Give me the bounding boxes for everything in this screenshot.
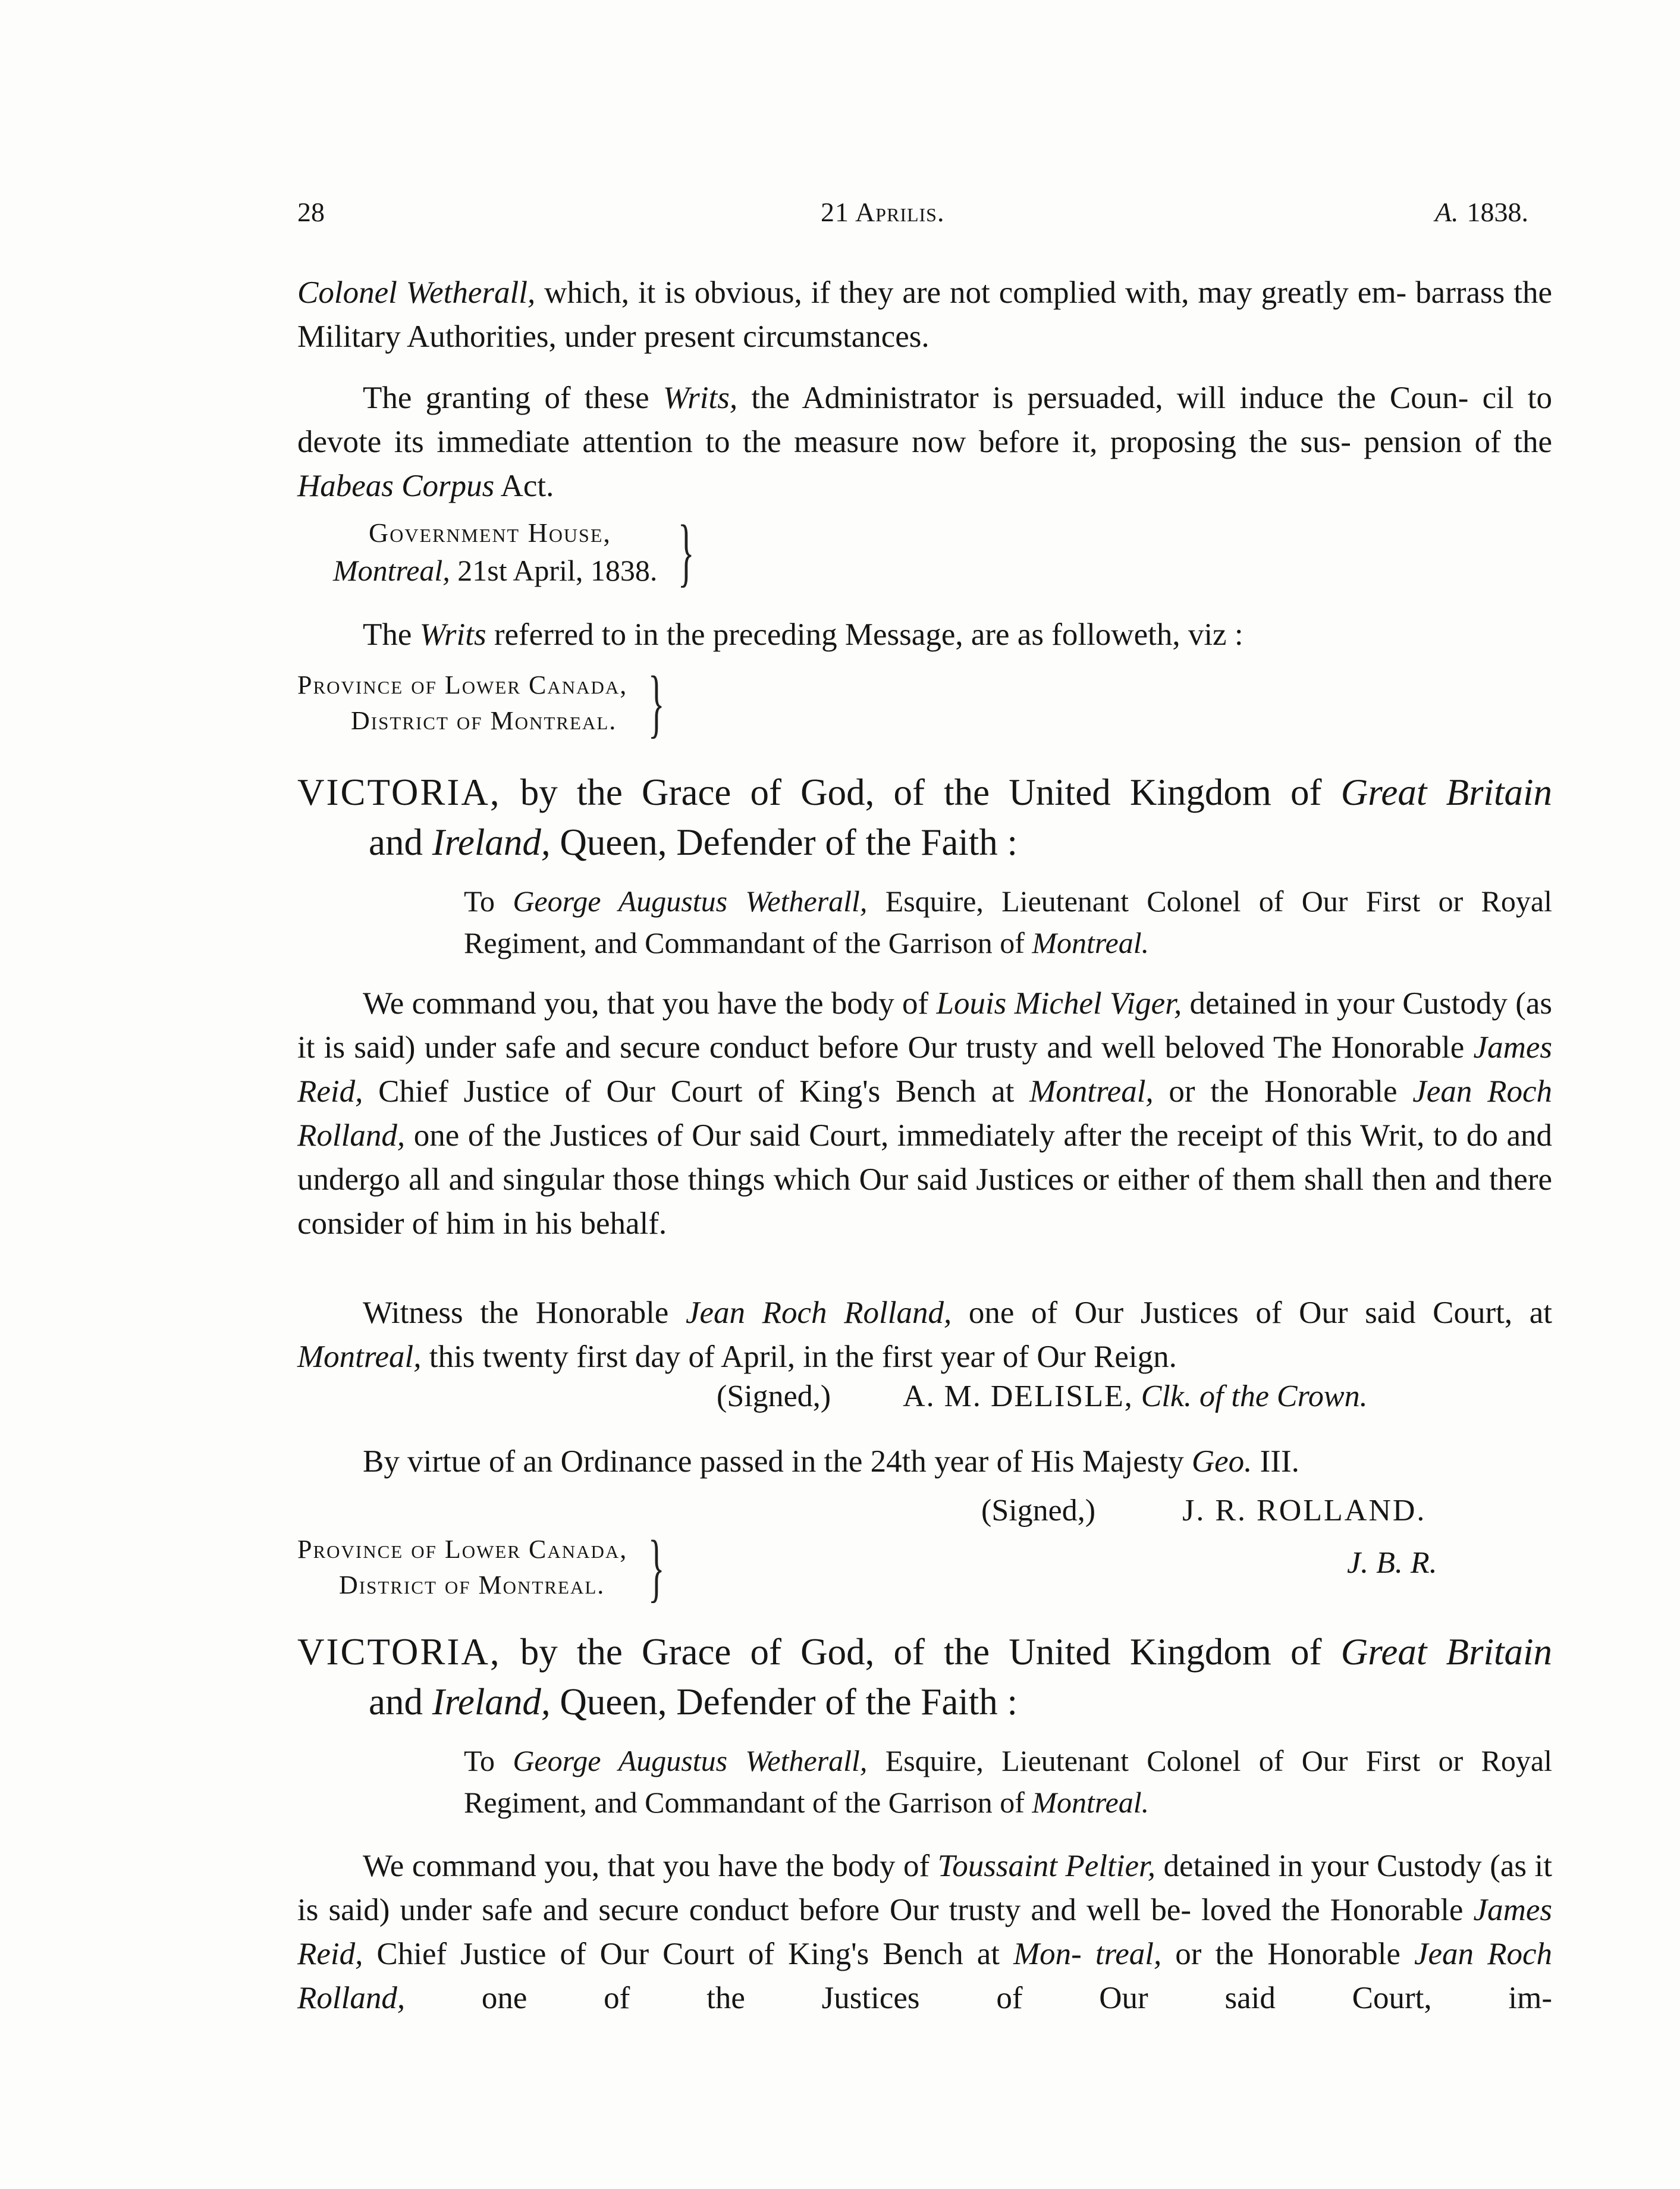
italic-place: Mon- treal,: [1013, 1937, 1162, 1971]
writ2-victoria: [297, 1627, 1552, 1727]
italic-name: James Reid,: [297, 1030, 1552, 1109]
paragraph-text: one of the Justices of Our said Court, im-: [405, 1981, 1552, 2015]
page-number: 28: [297, 197, 325, 227]
signatory-name: J. R. ROLLAND.: [1182, 1494, 1427, 1528]
italic-term: Habeas Corpus: [297, 469, 495, 503]
paragraph-text: Queen, Defender of the Faith :: [550, 821, 1018, 863]
italic-place: Great Britain: [1340, 1631, 1553, 1673]
initials-text: J. B. R.: [1347, 1546, 1437, 1580]
brace-glyph: }: [678, 510, 695, 594]
signoff-date: 21st April, 1838.: [450, 554, 658, 587]
paragraph-text: Chief Justice of Our Court of King's Bench at: [363, 1937, 1014, 1971]
paragraph-text: Witness the Honorable: [363, 1296, 686, 1330]
paragraph-text: To: [464, 885, 513, 918]
paragraph-text: detained in your Custody (as it is said) under safe and secure conduct before Our trusty and well beloved The Honorable: [297, 986, 1552, 1065]
paragraph-text: by the Grace of God, of the United Kingdom of: [501, 772, 1341, 813]
italic-name: George Augustus Wetherall,: [513, 1744, 868, 1777]
brace-glyph: }: [648, 1525, 665, 1610]
paragraph-text: by the Grace of God, of the United Kingdom of: [501, 1631, 1341, 1673]
italic-name: Colonel Wetherall,: [297, 275, 536, 310]
writ1-addressee: [464, 880, 1552, 964]
year-prefix: A.: [1434, 197, 1459, 227]
italic-place: Montreal,: [1029, 1074, 1154, 1109]
italic-name: James Reid,: [297, 1893, 1552, 1971]
writ2-command: [297, 1844, 1552, 2020]
italic-place: Montreal.: [1032, 1786, 1150, 1819]
writ1-command: [297, 981, 1552, 1246]
paragraph-text: the Administrator is persuaded, will induce the Coun- cil to devote its immediate attention to the measure now before it, proposing the sus- pension of the: [297, 381, 1552, 459]
sovereign-name: VICTORIA,: [297, 772, 501, 813]
paragraph-text: The: [363, 617, 420, 652]
signatory-name: A. M. DELISLE,: [903, 1379, 1133, 1413]
paragraph-text: Act.: [494, 469, 554, 503]
paragraph-text: We command you, that you have the body of: [363, 986, 937, 1021]
paragraph-text: or the Honorable: [1153, 1074, 1413, 1109]
sovereign-name: VICTORIA,: [297, 1631, 501, 1673]
paragraph-text: and: [369, 1681, 432, 1723]
paragraph-text: To: [464, 1744, 513, 1777]
writ1-victoria: [297, 767, 1552, 867]
signed-label: (Signed,): [717, 1379, 831, 1413]
judge-initials: [1347, 1545, 1437, 1580]
paragraph-continuation: [297, 271, 1552, 359]
paragraph-text: one of the Justices of Our said Court, immediately after the receipt of this Writ, to do and undergo all and singular those things which Our said Justices or either of them shall then and there consider of him in his behalf.: [297, 1118, 1552, 1241]
paragraph-writs-granting: [297, 376, 1552, 508]
writ2-addressee: [464, 1740, 1552, 1823]
italic-name: Toussaint Peltier,: [937, 1849, 1156, 1883]
italic-name: Louis Michel Viger,: [936, 986, 1182, 1021]
paragraph-text: We command you, that you have the body of: [363, 1849, 938, 1883]
writ1-judge-signature: [981, 1493, 1426, 1528]
paragraph-text: or the Honorable: [1161, 1937, 1414, 1971]
paragraph-text: and: [369, 821, 432, 863]
italic-name: Jean Roch Rolland,: [685, 1296, 952, 1330]
signoff-line: [333, 551, 657, 589]
paragraph-text: Chief Justice of Our Court of King's Bench at: [363, 1074, 1030, 1109]
paragraph-text: one of Our Justices of Our said Court, at: [952, 1296, 1552, 1330]
italic-name: Jean Roch Rolland,: [297, 1937, 1552, 2015]
italic-place: Ireland,: [432, 1681, 551, 1723]
paragraph-text: The granting of these: [363, 381, 663, 415]
italic-name: Jean Roch Rolland,: [297, 1074, 1552, 1153]
italic-abbrev: Geo.: [1191, 1444, 1252, 1479]
paragraph-text: III.: [1252, 1444, 1299, 1479]
header-year: [1435, 196, 1528, 228]
italic-term: Writs,: [662, 381, 738, 415]
brace-glyph: }: [648, 661, 665, 745]
paragraph-text: referred to in the preceding Message, are as followeth, viz :: [486, 617, 1243, 652]
province-heading-1: [297, 661, 675, 745]
government-house-signoff: [333, 510, 705, 594]
paragraph-text: Esquire, Lieutenant Colonel of Our First or Royal Regiment, and Commandant of the Garrison of: [464, 1744, 1552, 1819]
paragraph-text: detained in your Custody (as it is said) under safe and secure conduct before Our trusty and well be- loved the Honorable: [297, 1849, 1552, 1927]
signoff-line: Government House,: [369, 518, 611, 548]
italic-place: Montreal,: [297, 1340, 422, 1374]
district-line: District of Montreal.: [339, 1570, 605, 1600]
writ1-witness: [297, 1291, 1552, 1379]
italic-place: Montreal.: [1032, 926, 1150, 959]
italic-name: George Augustus Wetherall,: [513, 885, 868, 918]
paragraph-text: Esquire, Lieutenant Colonel of Our First or Royal Regiment, and Commandant of the Garrison of: [464, 885, 1552, 959]
paragraph-text: Queen, Defender of the Faith :: [550, 1681, 1018, 1723]
writ1-signature: [717, 1379, 1368, 1414]
paragraph-text: By virtue of an Ordinance passed in the 24th year of His Majesty: [363, 1444, 1192, 1479]
province-line: Province of Lower Canada,: [297, 1535, 628, 1564]
running-header: [297, 196, 1528, 244]
district-line: District of Montreal.: [351, 706, 617, 735]
paragraph-writs-intro: [297, 613, 1552, 657]
signatory-title: Clk. of the Crown.: [1141, 1379, 1368, 1413]
province-line: Province of Lower Canada,: [297, 670, 628, 700]
header-date: 21 Aprilis.: [821, 197, 945, 227]
paragraph-text: which, it is obvious, if they are not complied with, may greatly em- barrass the Military Authorities, under present circumstances.: [297, 275, 1553, 354]
province-heading-2: [297, 1525, 675, 1610]
italic-term: Writs: [419, 617, 486, 652]
italic-place: Great Britain: [1340, 772, 1553, 813]
writ1-ordinance: [297, 1440, 1552, 1484]
year-value: 1838.: [1467, 197, 1528, 227]
paragraph-text: this twenty first day of April, in the first year of Our Reign.: [421, 1340, 1177, 1374]
signed-label: (Signed,): [981, 1494, 1096, 1528]
italic-place: Ireland,: [432, 821, 551, 863]
italic-place: Montreal,: [333, 554, 450, 587]
